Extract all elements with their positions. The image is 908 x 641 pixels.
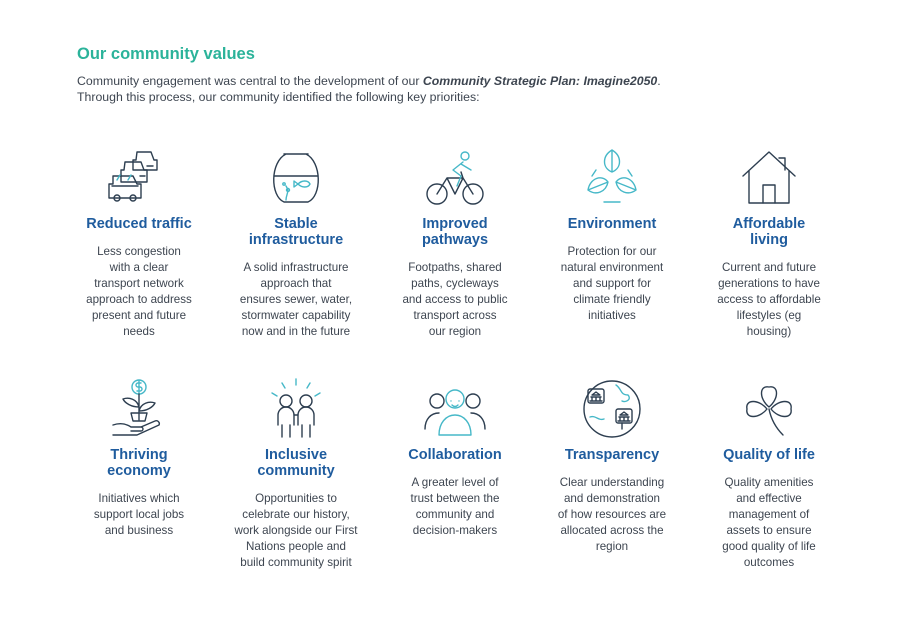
value-description: Opportunities to celebrate our history, work alongside our First Nations people and build community spirit (234, 492, 358, 569)
intro-line2: Through this process, our community identified the following key priorities: (77, 90, 480, 104)
cyclist-icon (423, 146, 487, 210)
value-card-inclusive-community (221, 377, 371, 571)
value-description: Protection for our natural environment and support for climate friendly initiatives (560, 245, 664, 322)
value-description: Less congestion with a clear transport network approach to address present and future needs (86, 245, 192, 338)
house-icon (737, 146, 801, 210)
value-title: Improved pathways (421, 216, 489, 248)
traffic-cars-icon (107, 146, 171, 210)
intro-part1: Community engagement was central to the development of our (77, 74, 423, 88)
value-card-improved-pathways (380, 146, 530, 340)
value-title: Affordable living (732, 216, 806, 248)
value-title: Stable infrastructure (248, 216, 344, 248)
value-card-thriving-economy (64, 377, 214, 539)
value-description: Current and future generations to have access to affordable lifestyles (eg housing) (717, 261, 821, 338)
value-card-affordable-living (694, 146, 844, 340)
value-description: Quality amenities and effective management of assets to ensure good quality of life outcomes (722, 476, 816, 569)
group-faces-icon (423, 377, 487, 441)
intro-part2: . (657, 74, 661, 88)
people-community-icon (264, 377, 328, 441)
plan-name: Community Strategic Plan: Imagine2050 (422, 74, 658, 88)
intro-text (77, 73, 837, 105)
recycle-leaves-icon (580, 146, 644, 210)
value-description: A solid infrastructure approach that ensures sewer, water, stormwater capability now and in the future (239, 261, 353, 338)
value-title: Environment (567, 216, 657, 232)
page-title: Our community values (77, 45, 255, 63)
value-title: Quality of life (723, 447, 815, 463)
fishbowl-icon (264, 146, 328, 210)
value-title: Inclusive community (257, 447, 335, 479)
value-title: Reduced traffic (86, 216, 192, 232)
money-plant-hand-icon (107, 377, 171, 441)
value-card-reduced-traffic (64, 146, 214, 340)
globe-institutions-icon (580, 377, 644, 441)
clover-icon (737, 377, 801, 441)
value-description: Clear understanding and demonstration of how resources are allocated across the region (557, 476, 667, 553)
value-title: Transparency (564, 447, 660, 463)
value-title: Thriving economy (107, 447, 171, 479)
value-title: Collaboration (408, 447, 502, 463)
value-card-collaboration (380, 377, 530, 539)
value-description: Footpaths, shared paths, cycleways and access to public transport across our region (402, 261, 508, 338)
value-card-stable-infrastructure (221, 146, 371, 340)
value-card-quality-of-life (694, 377, 844, 571)
value-card-transparency (537, 377, 687, 555)
value-card-environment (537, 146, 687, 324)
value-description: A greater level of trust between the community and decision-makers (410, 476, 500, 537)
value-description: Initiatives which support local jobs and business (93, 492, 185, 537)
